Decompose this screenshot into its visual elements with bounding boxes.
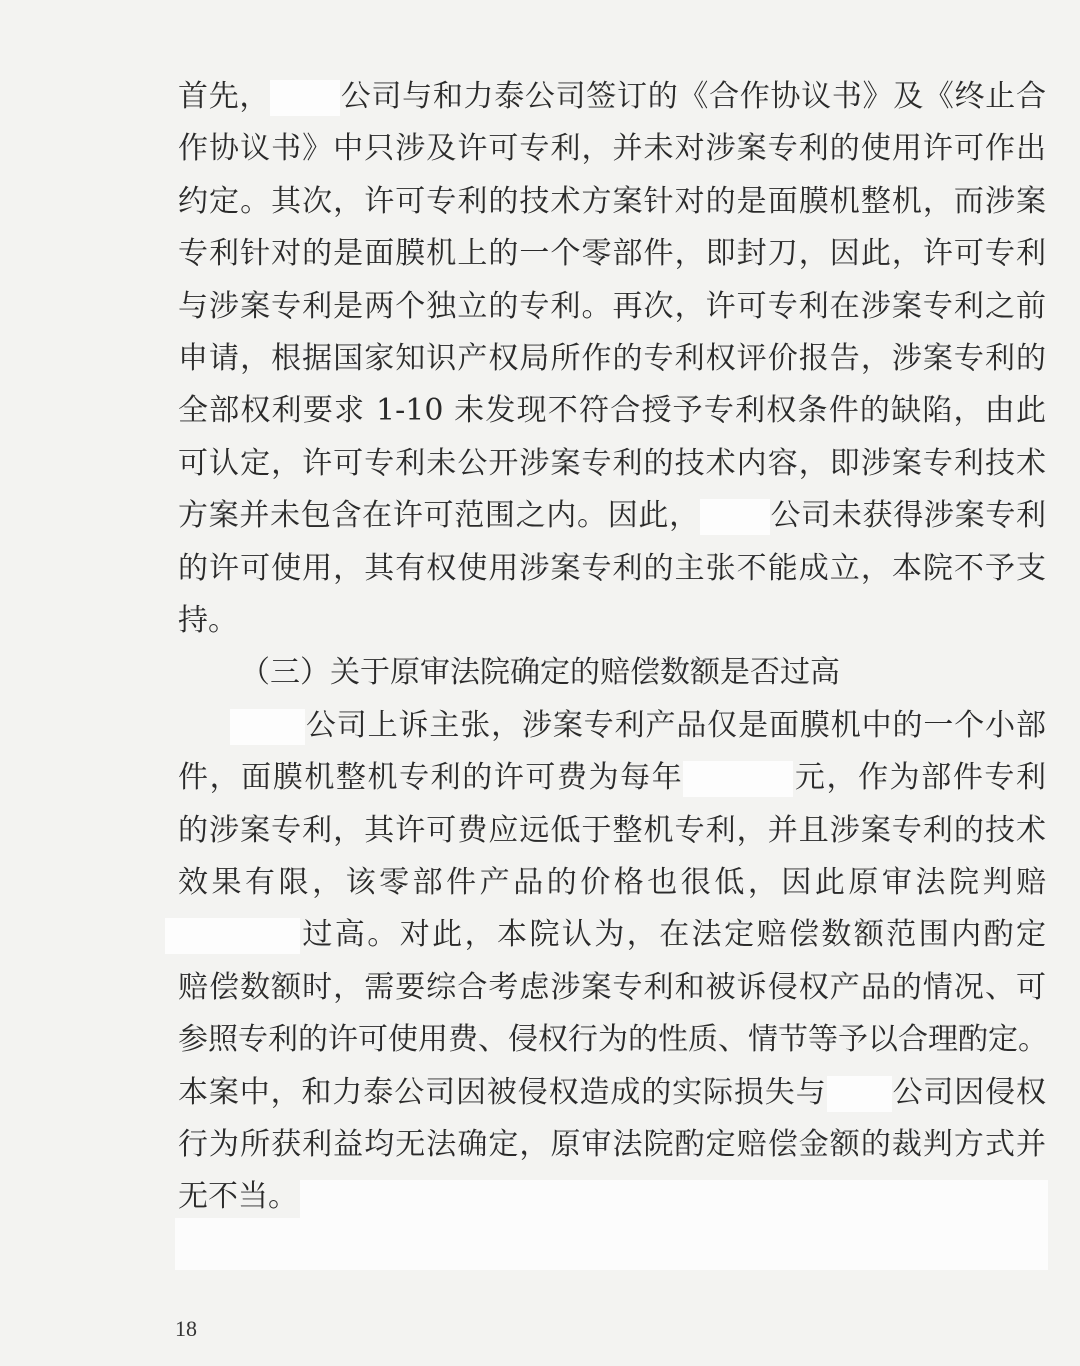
text-line bbox=[178, 496, 1046, 536]
text-line bbox=[178, 234, 1046, 274]
text-segment: 公司未获得涉案专利 bbox=[769, 498, 1047, 534]
redacted-name bbox=[270, 80, 340, 116]
text-line bbox=[178, 444, 1046, 484]
text-segment: 作协议书》中只涉及许可专利，并未对涉案专利的使用许可作出 bbox=[178, 131, 1046, 167]
text-segment: 行为所获利益均无法确定，原审法院酌定赔偿金额的裁判方式并 bbox=[178, 1127, 1046, 1162]
redacted-name bbox=[827, 1076, 892, 1112]
text-line bbox=[230, 706, 1046, 746]
text-segment: 申请，根据国家知识产权局所作的专利权评价报告，涉案专利的 bbox=[178, 341, 1046, 376]
text-segment: 全部权利要求 1-10 未发现不符合授予专利权条件的缺陷，由此 bbox=[178, 393, 1046, 429]
redacted-name bbox=[230, 709, 305, 745]
text-segment: （三）关于原审法院确定的赔偿数额是否过高 bbox=[240, 655, 840, 691]
text-segment: 专利针对的是面膜机上的一个零部件，即封刀，因此，许可专利 bbox=[178, 236, 1046, 272]
text-segment: 过高。对此，本院认为，在法定赔偿数额范围内酌定 bbox=[300, 917, 1046, 953]
redacted-name bbox=[700, 499, 770, 535]
text-line bbox=[178, 1125, 1046, 1165]
text-segment: 参照专利的许可使用费、侵权行为的性质、情节等予以合理酌定。 bbox=[178, 1022, 1048, 1058]
text-line bbox=[178, 129, 1046, 169]
text-segment: 约定。其次，许可专利的技术方案针对的是面膜机整机，而涉案 bbox=[178, 183, 1046, 219]
text-segment: 首先， bbox=[178, 79, 271, 114]
text-line bbox=[165, 915, 1046, 955]
text-segment: 公司因侵权 bbox=[891, 1074, 1047, 1110]
text-line bbox=[178, 77, 1046, 117]
text-segment: 无不当。 bbox=[178, 1179, 298, 1215]
text-segment: 本案中，和力泰公司因被侵权造成的实际损失与 bbox=[178, 1074, 827, 1110]
text-line bbox=[240, 653, 1046, 693]
page-number: 18 bbox=[175, 1316, 197, 1341]
redacted-region bbox=[300, 1180, 1048, 1218]
text-line bbox=[178, 182, 1046, 222]
text-segment: 公司与和力泰公司签订的《合作协议书》及《终止合 bbox=[340, 79, 1047, 114]
text-segment: 方案并未包含在许可范围之内。因此， bbox=[178, 498, 700, 534]
redacted-name bbox=[683, 761, 793, 797]
text-line bbox=[178, 863, 1046, 903]
text-line bbox=[178, 339, 1046, 379]
text-segment: 持。 bbox=[178, 603, 238, 638]
text-segment: 赔偿数额时，需要综合考虑涉案专利和被诉侵权产品的情况、可 bbox=[178, 969, 1046, 1005]
redacted-name bbox=[165, 918, 300, 954]
text-line bbox=[178, 287, 1046, 327]
text-line bbox=[178, 968, 1046, 1008]
text-line bbox=[178, 549, 1046, 589]
text-segment: 件，面膜机整机专利的许可费为每年 bbox=[178, 760, 684, 796]
text-line bbox=[178, 601, 1046, 641]
text-segment: 与涉案专利是两个独立的专利。再次，许可专利在涉案专利之前 bbox=[178, 288, 1046, 324]
text-line bbox=[178, 1020, 1046, 1060]
text-line bbox=[178, 391, 1046, 431]
text-segment: 元，作为部件专利 bbox=[793, 760, 1047, 796]
text-segment: 的涉案专利，其许可费应远低于整机专利，并且涉案专利的技术 bbox=[178, 812, 1046, 848]
redacted-region bbox=[175, 1218, 1048, 1270]
text-segment: 的许可使用，其有权使用涉案专利的主张不能成立，本院不予支 bbox=[178, 550, 1046, 586]
text-segment: 效果有限，该零部件产品的价格也很低，因此原审法院判赔 bbox=[178, 865, 1046, 900]
text-segment: 公司上诉主张，涉案专利产品仅是面膜机中的一个小部 bbox=[305, 707, 1046, 743]
text-line bbox=[178, 758, 1046, 798]
text-line bbox=[178, 1073, 1046, 1113]
text-segment: 可认定，许可专利未公开涉案专利的技术内容，即涉案专利技术 bbox=[178, 445, 1046, 481]
text-line bbox=[178, 811, 1046, 851]
